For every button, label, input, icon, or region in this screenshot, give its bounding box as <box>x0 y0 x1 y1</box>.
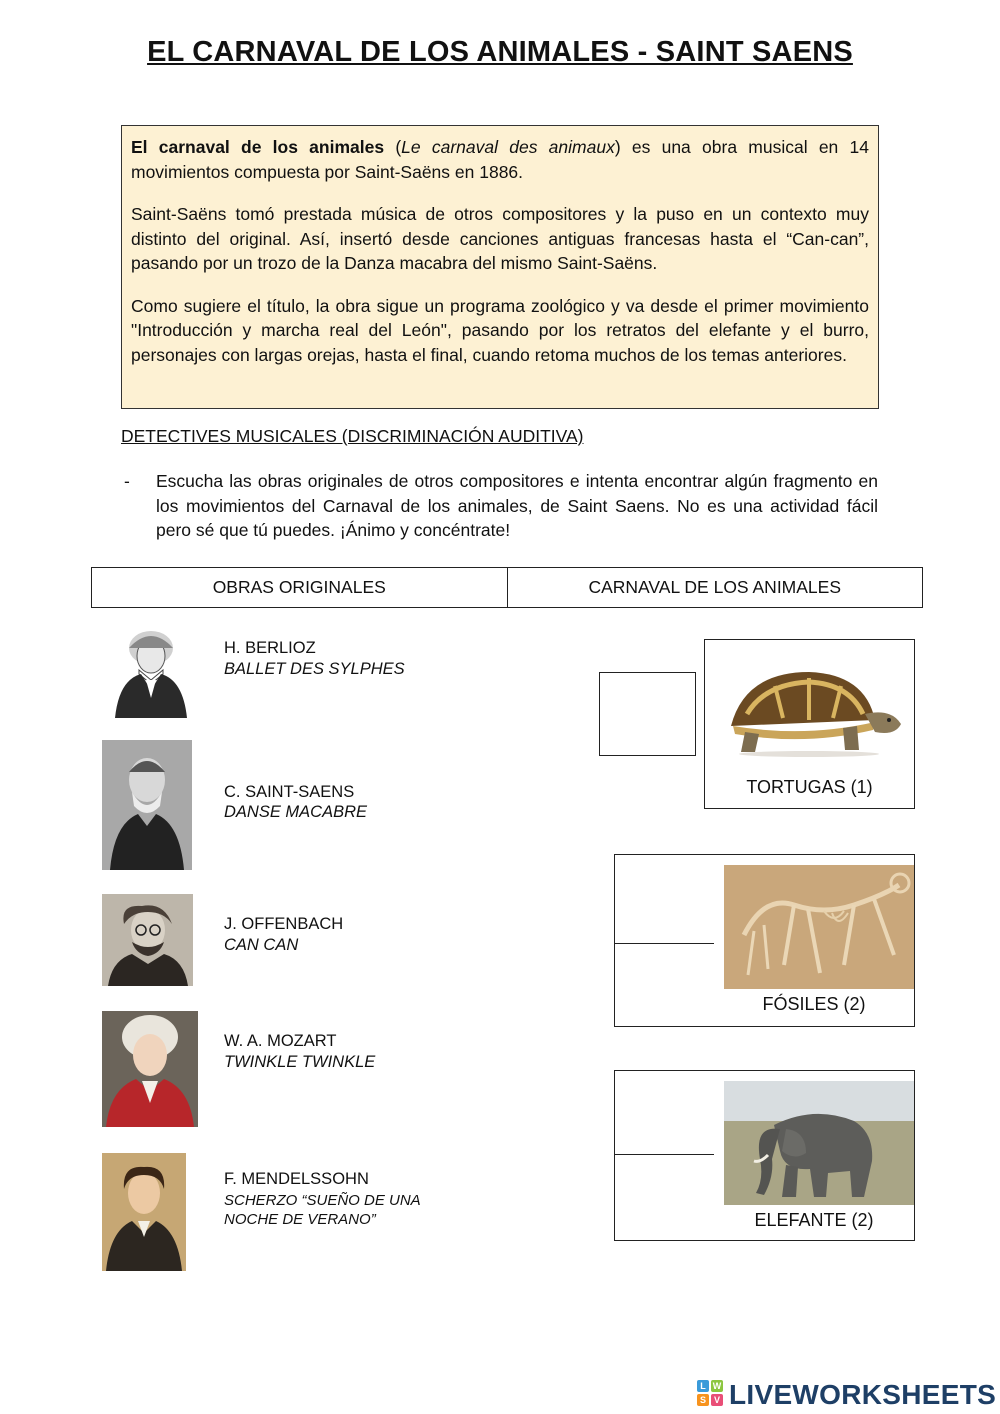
composer-name: H. BERLIOZ <box>224 639 316 657</box>
elephant-image <box>724 1081 914 1205</box>
composer-work: BALLET DES SYLPHES <box>224 660 405 678</box>
animal-card-elefante <box>614 1070 915 1241</box>
composer-name: C. SAINT-SAENS <box>224 783 355 801</box>
composer-work: SCHERZO “SUEÑO DE UNA NOCHE DE VERANO” <box>224 1192 421 1228</box>
answer-box-fosiles-1[interactable] <box>615 855 714 943</box>
animal-caption: FÓSILES (2) <box>762 994 866 1014</box>
intro-paragraph-1 <box>131 135 869 184</box>
instruction-text: Escucha las obras originales de otros compositores e intenta encontrar algún fragmento en los movimientos del Carnaval de los animales, de Saint Saens. No es una actividad fácil pero sé que tú puedes. ¡Ánimo y concéntrate! <box>156 471 878 540</box>
intro-french-title: Le carnaval des animaux <box>401 137 615 157</box>
intro-open-paren: ( <box>384 137 402 157</box>
intro-paragraph-3: Como sugiere el título, la obra sigue un programa zoológico y va desde el primer movimiento "Introducción y marcha real del León", pasando por los retratos del elefante y el burro, personajes con largas orejas, hasta el final, cuando retoma muchos de los temas anteriores. <box>131 295 869 365</box>
answer-box-elefante-2[interactable] <box>615 1155 714 1239</box>
intro-paragraph-1-text: ) es una obra musical en 14 movimientos compuesta por Saint-Saëns en 1886. <box>131 137 869 182</box>
header-carnival: CARNAVAL DE LOS ANIMALES <box>588 577 842 597</box>
intro-box <box>121 125 879 409</box>
composer-work: CAN CAN <box>224 936 299 954</box>
portrait-offenbach <box>102 894 193 986</box>
bullet-dash: - <box>124 471 130 491</box>
portrait-mendelssohn <box>102 1153 186 1271</box>
animal-card-fosiles <box>614 854 915 1027</box>
portrait-berlioz <box>101 618 201 718</box>
answer-box-fosiles-2[interactable] <box>615 944 714 1025</box>
header-original-works: OBRAS ORIGINALES <box>92 568 508 607</box>
portrait-mozart <box>102 1011 198 1127</box>
liveworksheets-wordmark: LIVEWORKSHEETS <box>729 1379 997 1410</box>
instruction <box>124 469 878 543</box>
composer-name: F. MENDELSSOHN <box>224 1170 369 1188</box>
liveworksheets-logo <box>697 1378 996 1412</box>
intro-bold-title: El carnaval de los animales <box>131 137 385 157</box>
answer-box-elefante-1[interactable] <box>615 1071 714 1154</box>
composer-name: J. OFFENBACH <box>224 915 344 933</box>
section-heading: DETECTIVES MUSICALES (DISCRIMINACIÓN AUDITIVA) <box>121 426 584 446</box>
animal-card-tortugas <box>704 639 915 809</box>
fossil-image <box>724 865 914 989</box>
page-title: EL CARNAVAL DE LOS ANIMALES - SAINT SAENS <box>147 36 853 68</box>
answer-box-tortugas[interactable] <box>599 672 696 756</box>
column-header-table <box>91 567 923 608</box>
composer-name: W. A. MOZART <box>224 1032 337 1050</box>
animal-caption: TORTUGAS (1) <box>746 777 873 797</box>
tortoise-image <box>725 664 907 758</box>
composer-work: TWINKLE TWINKLE <box>224 1053 376 1071</box>
animal-caption: ELEFANTE (2) <box>754 1210 874 1230</box>
composer-work: DANSE MACABRE <box>224 803 368 821</box>
liveworksheets-mark-icon: L W S V <box>697 1380 727 1410</box>
intro-paragraph-2: Saint-Saëns tomó prestada música de otros compositores y la puso en un contexto muy distinto del original. Así, insertó desde canciones antiguas francesas hasta el “Can-can”, pasando por un trozo de la Danza macabra del mismo Saint-Saëns. <box>131 204 869 273</box>
portrait-saint-saens <box>102 740 192 870</box>
